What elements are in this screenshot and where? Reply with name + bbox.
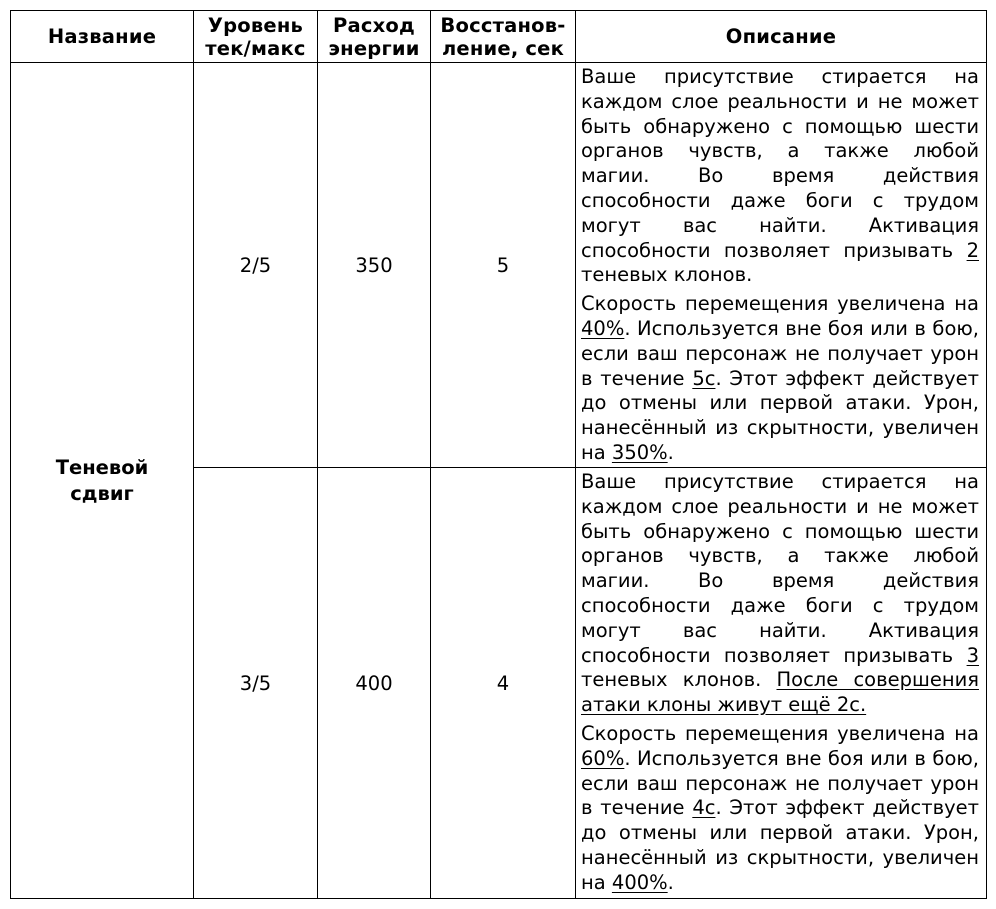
cooldown-cell: 5	[431, 63, 576, 468]
skill-table	[10, 10, 987, 899]
description-paragraph: Скорость перемещения увеличена на 60%. Используется вне боя или в бою, если ваш персонаж не получает урон в течение 4с. Этот эффект действует до отмены или первой атаки. Урон, нанесённый из скрытности, увеличен на 400%.	[581, 721, 979, 894]
speed-value: 40%	[581, 316, 625, 340]
skill-name: Теневой сдвиг	[11, 63, 194, 899]
clones-count: 2	[966, 238, 979, 262]
damage-value: 350%	[611, 440, 668, 464]
energy-cell: 400	[318, 468, 431, 899]
damage-value: 400%	[611, 870, 668, 894]
header-cooldown: Восстанов- ление, сек	[431, 11, 576, 63]
header-level: Уровень тек/макс	[194, 11, 318, 63]
description-paragraph: Скорость перемещения увеличена на 40%. Используется вне боя или в бою, если ваш персонаж не получает урон в течение 5с. Этот эффект действует до отмены или первой атаки. Урон, нанесённый из скрытности, увеличен на 350%.	[581, 292, 979, 464]
time-value: 5с	[692, 366, 716, 390]
speed-value: 60%	[581, 746, 625, 770]
level-cell: 2/5	[194, 63, 318, 468]
description-paragraph: Ваше присутствие стирается на каждом слое реальности и не может быть обнаружено с помощью шести органов чувств, а также любой магии. Во время действия способности даже боги с трудом могут вас найти. Активация способности позволяет призывать 2 теневых клонов.	[581, 65, 979, 287]
header-name: Название	[11, 11, 194, 63]
description-cell	[576, 468, 987, 899]
energy-cell: 350	[318, 63, 431, 468]
header-energy: Расход энергии	[318, 11, 431, 63]
header-description: Описание	[576, 11, 987, 63]
level-cell: 3/5	[194, 468, 318, 899]
cooldown-cell: 4	[431, 468, 576, 899]
description-cell	[576, 63, 987, 468]
clones-extra: После совершения атаки клоны живут ещё 2с.	[581, 668, 979, 717]
clones-count: 3	[966, 643, 979, 667]
time-value: 4с	[692, 796, 716, 820]
description-paragraph: Ваше присутствие стирается на каждом слое реальности и не может быть обнаружено с помощью шести органов чувств, а также любой магии. Во время действия способности даже боги с трудом могут вас найти. Активация способности позволяет призывать 3 теневых клонов. После совершения атаки клоны живут ещё 2с.	[581, 470, 979, 717]
table-row	[11, 63, 987, 468]
header-row	[11, 11, 987, 63]
